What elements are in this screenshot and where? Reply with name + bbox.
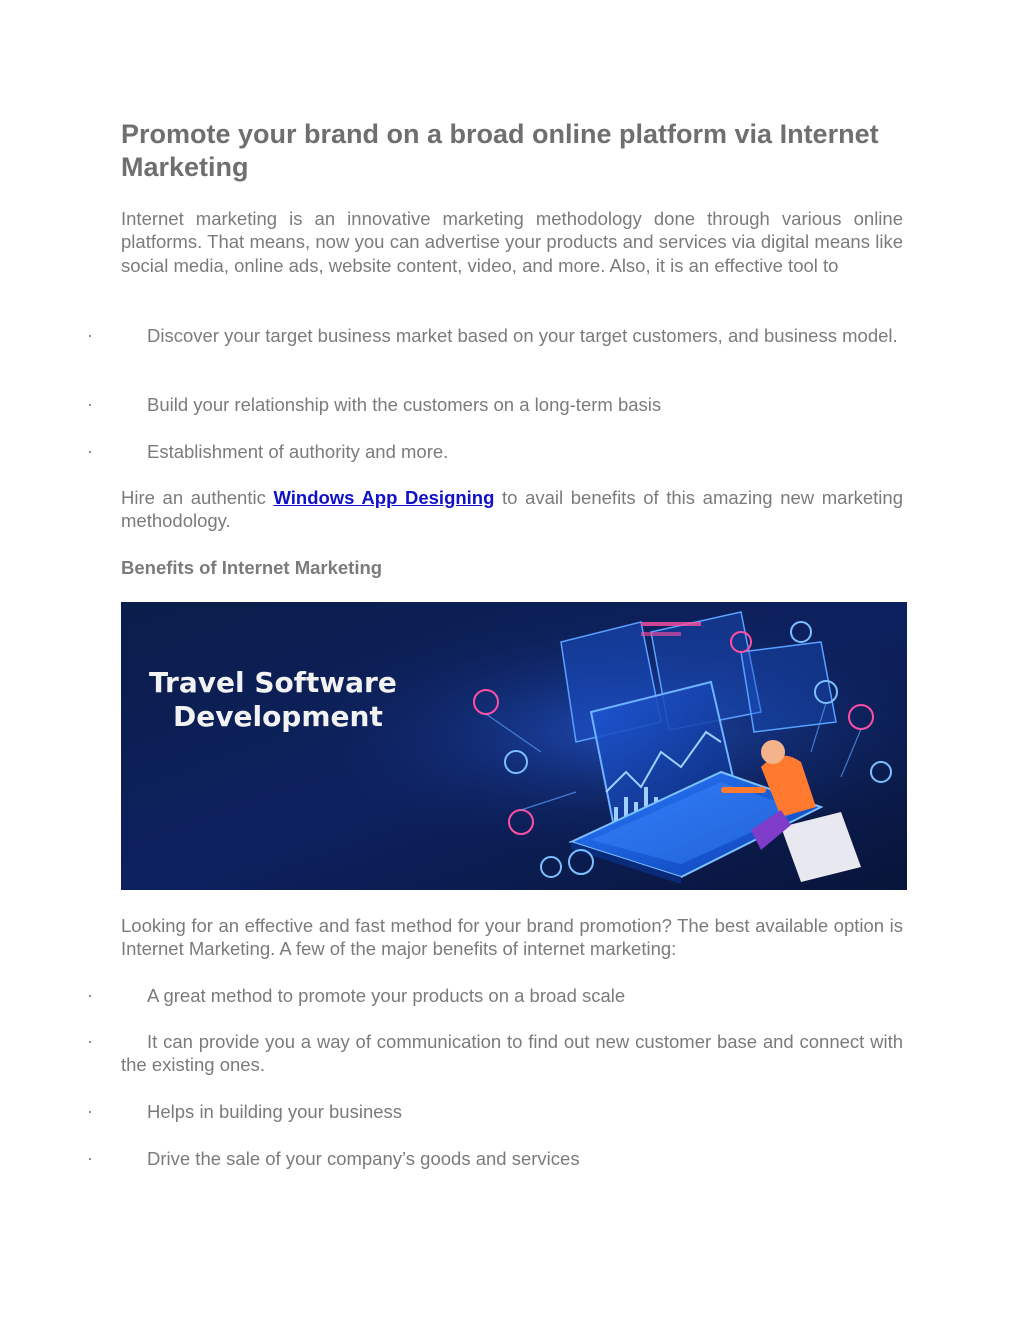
- banner-illustration: [121, 602, 907, 890]
- bullet-symbol: ·: [87, 1031, 93, 1051]
- hire-text-before: Hire an authentic: [121, 487, 266, 508]
- travel-software-banner-image: [121, 602, 907, 890]
- banner-title-line-1: Travel Software: [149, 666, 397, 699]
- bullet-symbol: ·: [87, 394, 93, 414]
- list-item: Build your relationship with the customers on a long-term basis: [147, 394, 662, 415]
- list-item: Helps in building your business: [147, 1101, 403, 1122]
- benefits-intro-paragraph: Looking for an effective and fast method for your brand promotion? The best available option is Internet Marketing. A few of the major benefits of internet marketing:: [121, 915, 903, 960]
- section-heading: Benefits of Internet Marketing: [121, 557, 383, 578]
- bullet-symbol: ·: [87, 325, 93, 345]
- list-item: Drive the sale of your company’s goods and services: [147, 1148, 580, 1169]
- banner-title-line-2: Development: [173, 700, 383, 733]
- windows-app-designing-link[interactable]: Windows App Designing: [273, 487, 495, 508]
- list-item: Discover your target business market based on your target customers, and business model.: [147, 325, 898, 346]
- bullet-symbol: ·: [87, 441, 93, 461]
- page-title: Promote your brand on a broad online platform via Internet Marketing: [121, 119, 879, 182]
- hire-text-after: to avail benefits of this amazing new marketing methodology.: [121, 487, 903, 532]
- intro-paragraph: Internet marketing is an innovative marketing methodology done through various online platforms. That means, now you can advertise your products and services via digital means like social media, online ads, website content, video, and more. Also, it is an effective tool to: [121, 208, 903, 276]
- bullet-symbol: ·: [87, 985, 93, 1005]
- list-item: A great method to promote your products on a broad scale: [147, 985, 626, 1006]
- bullet-symbol: ·: [87, 1148, 93, 1168]
- hire-paragraph: [121, 486, 903, 533]
- list-item: Establishment of authority and more.: [147, 441, 449, 462]
- list-item: It can provide you a way of communication to find out new customer base and connect with the existing ones.: [121, 1031, 903, 1076]
- bullet-symbol: ·: [87, 1101, 93, 1121]
